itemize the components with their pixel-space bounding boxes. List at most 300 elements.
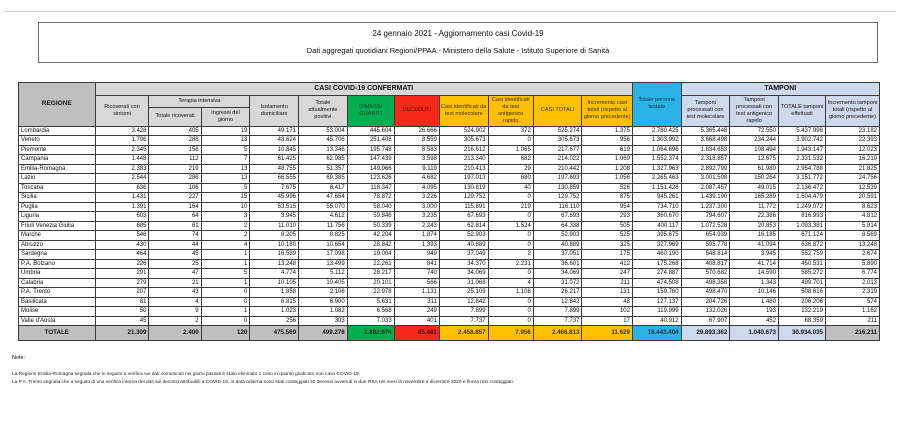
value-cell: 2 bbox=[201, 231, 250, 241]
region-name-cell: Emilia-Romagna bbox=[19, 164, 96, 174]
table-row bbox=[19, 288, 880, 298]
col-header-9: CASI TOTALI bbox=[533, 96, 582, 127]
value-cell: 525 bbox=[582, 231, 632, 241]
value-cell: 7.033 bbox=[347, 316, 394, 326]
value-cell: 49.015 bbox=[730, 183, 779, 193]
value-cell: 2.780.425 bbox=[632, 126, 681, 136]
value-cell: 7.899 bbox=[533, 307, 582, 317]
value-cell: 43.624 bbox=[250, 136, 299, 146]
value-cell: 49.171 bbox=[250, 126, 299, 136]
value-cell: 12.842 bbox=[533, 297, 582, 307]
page-top-rule bbox=[4, 11, 896, 12]
totale-value-cell: 29.893.362 bbox=[681, 326, 730, 341]
totale-value-cell: 11.629 bbox=[582, 326, 632, 341]
value-cell: 405 bbox=[149, 126, 201, 136]
value-cell: 34.069 bbox=[533, 269, 582, 279]
value-cell: 45.706 bbox=[299, 136, 348, 146]
value-cell: 7.899 bbox=[439, 307, 488, 317]
value-cell: 195.748 bbox=[347, 145, 394, 155]
value-cell: 12.539 bbox=[825, 183, 879, 193]
value-cell: 460.190 bbox=[632, 250, 681, 260]
table-row bbox=[19, 240, 880, 250]
value-cell: 1.604.479 bbox=[778, 193, 825, 203]
covid-data-table-wrapper bbox=[18, 82, 880, 341]
region-name-cell: Puglia bbox=[19, 202, 96, 212]
value-cell: 0 bbox=[488, 307, 533, 317]
value-cell: 216.612 bbox=[439, 145, 488, 155]
header-row-columns bbox=[19, 96, 880, 108]
value-cell: 127.137 bbox=[632, 297, 681, 307]
group-header-tamponi: TAMPONI bbox=[681, 83, 879, 96]
totale-value-cell: 2.458.857 bbox=[439, 326, 488, 341]
region-name-cell: Calabria bbox=[19, 278, 96, 288]
value-cell: 25 bbox=[149, 259, 201, 269]
value-cell: 293 bbox=[582, 212, 632, 222]
value-cell: 207 bbox=[95, 288, 149, 298]
value-cell: 2.013 bbox=[825, 278, 879, 288]
value-cell: 210.442 bbox=[533, 164, 582, 174]
region-name-cell: Umbria bbox=[19, 269, 96, 279]
region-name-cell: Toscana bbox=[19, 183, 96, 193]
notes-title: Note: bbox=[12, 355, 26, 362]
value-cell: 62.814 bbox=[439, 221, 488, 231]
totale-value-cell: 85.461 bbox=[394, 326, 439, 341]
value-cell: 50 bbox=[95, 307, 149, 317]
value-cell: 251.408 bbox=[347, 136, 394, 146]
value-cell: 37.051 bbox=[533, 250, 582, 260]
col-header-12: Tamponi processati con test antigenico rapido bbox=[730, 96, 779, 127]
value-cell: 311 bbox=[394, 297, 439, 307]
value-cell: 10.105 bbox=[250, 278, 299, 288]
table-row bbox=[19, 221, 880, 231]
value-cell: 150.264 bbox=[730, 174, 779, 184]
value-cell: 585.272 bbox=[778, 269, 825, 279]
value-cell: 59.846 bbox=[347, 212, 394, 222]
value-cell: 450.531 bbox=[778, 259, 825, 269]
value-cell: 3.668.498 bbox=[681, 136, 730, 146]
value-cell: 8.623 bbox=[825, 202, 879, 212]
value-cell: 286 bbox=[149, 136, 201, 146]
region-name-cell: Sardegna bbox=[19, 250, 96, 260]
value-cell: 548.814 bbox=[681, 250, 730, 260]
value-cell: 149.966 bbox=[347, 164, 394, 174]
value-cell: 1.343 bbox=[730, 278, 779, 288]
value-cell: 1.552.374 bbox=[632, 155, 681, 165]
value-cell: 0 bbox=[488, 297, 533, 307]
table-body bbox=[19, 126, 880, 341]
value-cell: 10.180 bbox=[250, 240, 299, 250]
value-cell: 3.000 bbox=[394, 202, 439, 212]
value-cell: 11.756 bbox=[299, 221, 348, 231]
value-cell: 69.385 bbox=[299, 174, 348, 184]
region-name-cell: Abruzzo bbox=[19, 240, 96, 250]
value-cell: 2.243 bbox=[394, 221, 439, 231]
value-cell: 68.359 bbox=[778, 316, 825, 326]
value-cell: 17.098 bbox=[299, 250, 348, 260]
value-cell: 112 bbox=[149, 155, 201, 165]
value-cell: 452 bbox=[730, 316, 779, 326]
value-cell: 119.999 bbox=[632, 307, 681, 317]
value-cell: 1.108 bbox=[488, 288, 533, 298]
col-header-8: Casi identificati da test antigenico rapido bbox=[488, 96, 533, 127]
value-cell: 2.265.463 bbox=[632, 174, 681, 184]
value-cell: 305.673 bbox=[533, 136, 582, 146]
col-header-ricoverati: Ricoverati con sintomi bbox=[95, 96, 149, 127]
value-cell: 4.612 bbox=[299, 212, 348, 222]
value-cell: 130.859 bbox=[533, 183, 582, 193]
value-cell: 5.814 bbox=[825, 221, 879, 231]
value-cell: 74 bbox=[149, 231, 201, 241]
value-cell: 5.631 bbox=[347, 297, 394, 307]
table-row bbox=[19, 183, 880, 193]
value-cell: 13 bbox=[201, 174, 250, 184]
value-cell: 10.146 bbox=[730, 288, 779, 298]
value-cell: 949 bbox=[394, 250, 439, 260]
totale-value-cell: 1.040.673 bbox=[730, 326, 779, 341]
value-cell: 48 bbox=[582, 297, 632, 307]
totale-value-cell: 1.882.074 bbox=[347, 326, 394, 341]
value-cell: 1.524 bbox=[488, 221, 533, 231]
value-cell: 7.737 bbox=[533, 316, 582, 326]
col-header-persone-testate: Totale persone testate bbox=[632, 83, 681, 127]
col-header-10: Incremento casi totali (rispetto al giorno precedente) bbox=[582, 96, 632, 127]
value-cell: 132.026 bbox=[681, 307, 730, 317]
value-cell: 740 bbox=[394, 269, 439, 279]
value-cell: 129.752 bbox=[439, 193, 488, 203]
value-cell: 303 bbox=[299, 316, 348, 326]
value-cell: 816.993 bbox=[778, 212, 825, 222]
table-row bbox=[19, 193, 880, 203]
value-cell: 2 bbox=[488, 250, 533, 260]
table-row bbox=[19, 174, 880, 184]
value-cell: 78.872 bbox=[347, 193, 394, 203]
value-cell: 67.907 bbox=[681, 316, 730, 326]
value-cell: 108.494 bbox=[730, 145, 779, 155]
value-cell: 1.151.428 bbox=[632, 183, 681, 193]
table-row bbox=[19, 164, 880, 174]
totale-value-cell: 475.569 bbox=[250, 326, 299, 341]
value-cell: 291 bbox=[95, 269, 149, 279]
value-cell: 13.248 bbox=[825, 240, 879, 250]
value-cell: 595.778 bbox=[681, 240, 730, 250]
value-cell: 4.774 bbox=[250, 269, 299, 279]
value-cell: 5 bbox=[201, 183, 250, 193]
value-cell: 0 bbox=[488, 269, 533, 279]
value-cell: 1 bbox=[201, 278, 250, 288]
value-cell: 8.559 bbox=[394, 136, 439, 146]
value-cell: 5 bbox=[201, 145, 250, 155]
value-cell: 211 bbox=[825, 316, 879, 326]
value-cell: 1.858 bbox=[250, 288, 299, 298]
value-cell: 619 bbox=[582, 145, 632, 155]
value-cell: 156 bbox=[149, 145, 201, 155]
value-cell: 654.939 bbox=[681, 231, 730, 241]
value-cell: 11.010 bbox=[250, 221, 299, 231]
value-cell: 5.365.448 bbox=[681, 126, 730, 136]
value-cell: 1.082 bbox=[299, 307, 348, 317]
value-cell: 279 bbox=[95, 278, 149, 288]
table-row-totale bbox=[19, 326, 880, 341]
value-cell: 19 bbox=[201, 126, 250, 136]
table-row bbox=[19, 136, 880, 146]
value-cell: 53.515 bbox=[250, 202, 299, 212]
value-cell: 8.417 bbox=[299, 183, 348, 193]
value-cell: 249 bbox=[394, 307, 439, 317]
value-cell: 10.654 bbox=[299, 240, 348, 250]
value-cell: 40.889 bbox=[533, 240, 582, 250]
value-cell: 67.693 bbox=[533, 212, 582, 222]
region-name-cell: Basilicata bbox=[19, 297, 96, 307]
value-cell: 408.817 bbox=[681, 259, 730, 269]
value-cell: 1.093.381 bbox=[778, 221, 825, 231]
value-cell: 10.405 bbox=[299, 278, 348, 288]
value-cell: 61 bbox=[149, 221, 201, 231]
value-cell: 29 bbox=[488, 164, 533, 174]
value-cell: 53.004 bbox=[299, 126, 348, 136]
region-name-cell: Campania bbox=[19, 155, 96, 165]
value-cell: 636 bbox=[95, 183, 149, 193]
col-header-4: Totale attualmente positivi bbox=[299, 96, 348, 127]
value-cell: 130.819 bbox=[439, 183, 488, 193]
value-cell: 2 bbox=[149, 316, 201, 326]
value-cell: 2.674 bbox=[825, 250, 879, 260]
value-cell: 227 bbox=[149, 193, 201, 203]
value-cell: 1.448 bbox=[95, 155, 149, 165]
value-cell: 1.303.992 bbox=[632, 136, 681, 146]
table-row bbox=[19, 126, 880, 136]
value-cell: 164 bbox=[149, 202, 201, 212]
value-cell: 165.289 bbox=[730, 193, 779, 203]
value-cell: 31.072 bbox=[533, 278, 582, 288]
value-cell: 45 bbox=[95, 316, 149, 326]
value-cell: 1.431 bbox=[95, 193, 149, 203]
value-cell: 47.654 bbox=[299, 193, 348, 203]
value-cell: 10 bbox=[201, 202, 250, 212]
value-cell: 40.889 bbox=[439, 240, 488, 250]
value-cell: 13 bbox=[201, 136, 250, 146]
col-header-6: DECEDUTI bbox=[394, 96, 439, 127]
value-cell: 526 bbox=[582, 183, 632, 193]
value-cell: 8.205 bbox=[250, 231, 299, 241]
value-cell: 6.568 bbox=[347, 307, 394, 317]
region-name-cell: Veneto bbox=[19, 136, 96, 146]
value-cell: 1 bbox=[201, 259, 250, 269]
value-cell: 636.872 bbox=[778, 240, 825, 250]
value-cell: 28.217 bbox=[347, 269, 394, 279]
value-cell: 401 bbox=[394, 316, 439, 326]
table-head bbox=[19, 83, 880, 127]
value-cell: 2.331.532 bbox=[778, 155, 825, 165]
value-cell: 2.108 bbox=[299, 288, 348, 298]
totale-value-cell: 120 bbox=[201, 326, 250, 341]
value-cell: 841 bbox=[394, 259, 439, 269]
value-cell: 2.954.788 bbox=[778, 164, 825, 174]
value-cell: 6.900 bbox=[299, 297, 348, 307]
value-cell: 52.903 bbox=[439, 231, 488, 241]
value-cell: 159.760 bbox=[632, 288, 681, 298]
value-cell: 61.989 bbox=[730, 164, 779, 174]
table-row bbox=[19, 278, 880, 288]
value-cell: 193 bbox=[730, 307, 779, 317]
value-cell: 603 bbox=[95, 212, 149, 222]
col-header-ingressi-giorno: Ingressi del giorno bbox=[201, 108, 250, 127]
value-cell: 5.437.998 bbox=[778, 126, 825, 136]
value-cell: 3.428 bbox=[95, 126, 149, 136]
region-name-cell: Marche bbox=[19, 231, 96, 241]
value-cell: 28.842 bbox=[347, 240, 394, 250]
value-cell: 3.001.508 bbox=[681, 174, 730, 184]
value-cell: 4 bbox=[201, 240, 250, 250]
value-cell: 24.756 bbox=[825, 174, 879, 184]
value-cell: 40.912 bbox=[632, 316, 681, 326]
value-cell: 685 bbox=[95, 221, 149, 231]
value-cell: 0 bbox=[488, 231, 533, 241]
covid-data-table bbox=[18, 82, 880, 341]
value-cell: 13.499 bbox=[299, 259, 348, 269]
value-cell: 2.544 bbox=[95, 174, 149, 184]
region-name-cell: P.A. Trento bbox=[19, 288, 96, 298]
value-cell: 116.110 bbox=[533, 202, 582, 212]
value-cell: 52.903 bbox=[533, 231, 582, 241]
value-cell: 20.101 bbox=[347, 278, 394, 288]
value-cell: 954 bbox=[582, 202, 632, 212]
value-cell: 0 bbox=[488, 212, 533, 222]
value-cell: 734.710 bbox=[632, 202, 681, 212]
value-cell: 499.701 bbox=[778, 278, 825, 288]
value-cell: 17 bbox=[582, 316, 632, 326]
value-cell: 6.815 bbox=[250, 297, 299, 307]
value-cell: 67.693 bbox=[439, 212, 488, 222]
table-row bbox=[19, 297, 880, 307]
report-subtitle: Dati aggregati quotidiani Regioni/PPAA - Ministero della Salute - Istituto Superiore di Sanità bbox=[306, 46, 610, 55]
totale-value-cell: 30.934.035 bbox=[778, 326, 825, 341]
value-cell: 552.759 bbox=[778, 250, 825, 260]
table-row bbox=[19, 155, 880, 165]
value-cell: 21.825 bbox=[825, 164, 879, 174]
value-cell: 43 bbox=[149, 288, 201, 298]
value-cell: 219 bbox=[149, 164, 201, 174]
value-cell: 8.583 bbox=[394, 145, 439, 155]
value-cell: 1.874 bbox=[394, 231, 439, 241]
value-cell: 2.383 bbox=[95, 164, 149, 174]
value-cell: 16.185 bbox=[730, 231, 779, 241]
value-cell: 8.569 bbox=[825, 231, 879, 241]
region-name-cell: Valle d'Aosta bbox=[19, 316, 96, 326]
value-cell: 445.604 bbox=[347, 126, 394, 136]
value-cell: 118.347 bbox=[347, 183, 394, 193]
value-cell: 3.902.742 bbox=[778, 136, 825, 146]
value-cell: 66.555 bbox=[250, 174, 299, 184]
value-cell: 40 bbox=[488, 183, 533, 193]
value-cell: 247 bbox=[582, 269, 632, 279]
region-name-cell: Friuli Venezia Giulia bbox=[19, 221, 96, 231]
region-name-cell: Piemonte bbox=[19, 145, 96, 155]
value-cell: 1.480 bbox=[730, 297, 779, 307]
value-cell: 16.589 bbox=[250, 250, 299, 260]
value-cell: 1.162 bbox=[825, 307, 879, 317]
value-cell: 34.069 bbox=[439, 269, 488, 279]
value-cell: 22.261 bbox=[347, 259, 394, 269]
value-cell: 5.890 bbox=[825, 259, 879, 269]
value-cell: 19.004 bbox=[347, 250, 394, 260]
value-cell: 1.393 bbox=[394, 240, 439, 250]
table-row bbox=[19, 231, 880, 241]
value-cell: 50.339 bbox=[347, 221, 394, 231]
value-cell: 1.065 bbox=[488, 145, 533, 155]
value-cell: 4.095 bbox=[394, 183, 439, 193]
value-cell: 3.598 bbox=[394, 155, 439, 165]
value-cell: 23.182 bbox=[825, 126, 879, 136]
region-name-cell: Sicilia bbox=[19, 193, 96, 203]
value-cell: 64.338 bbox=[533, 221, 582, 231]
value-cell: 7.675 bbox=[250, 183, 299, 193]
region-name-cell: Liguria bbox=[19, 212, 96, 222]
value-cell: 51.357 bbox=[299, 164, 348, 174]
table-row bbox=[19, 316, 880, 326]
value-cell: 2.087.457 bbox=[681, 183, 730, 193]
value-cell: 72.550 bbox=[730, 126, 779, 136]
value-cell: 210.413 bbox=[439, 164, 488, 174]
table-row bbox=[19, 145, 880, 155]
value-cell: 1.056 bbox=[582, 174, 632, 184]
region-name-cell: P.A. Bolzano bbox=[19, 259, 96, 269]
value-cell: 58.040 bbox=[347, 202, 394, 212]
value-cell: 0 bbox=[201, 316, 250, 326]
value-cell: 131 bbox=[582, 288, 632, 298]
value-cell: 175.268 bbox=[632, 259, 681, 269]
value-cell: 217.677 bbox=[533, 145, 582, 155]
value-cell: 1.439.190 bbox=[681, 193, 730, 203]
value-cell: 570.682 bbox=[681, 269, 730, 279]
value-cell: 129.752 bbox=[533, 193, 582, 203]
value-cell: 274.887 bbox=[632, 269, 681, 279]
value-cell: 5.112 bbox=[299, 269, 348, 279]
value-cell: 1 bbox=[201, 307, 250, 317]
value-cell: 286 bbox=[149, 174, 201, 184]
value-cell: 197.693 bbox=[533, 174, 582, 184]
value-cell: 525.274 bbox=[533, 126, 582, 136]
value-cell: 945.261 bbox=[632, 193, 681, 203]
value-cell: 1.375 bbox=[582, 126, 632, 136]
value-cell: 1 bbox=[201, 250, 250, 260]
value-cell: 3 bbox=[201, 212, 250, 222]
value-cell: 474.508 bbox=[632, 278, 681, 288]
value-cell: 4 bbox=[488, 278, 533, 288]
value-cell: 34.370 bbox=[439, 259, 488, 269]
value-cell: 115.891 bbox=[439, 202, 488, 212]
value-cell: 505 bbox=[582, 221, 632, 231]
value-cell: 45 bbox=[149, 250, 201, 260]
value-cell: 31.068 bbox=[439, 278, 488, 288]
value-cell: 42.204 bbox=[347, 231, 394, 241]
value-cell: 16.219 bbox=[825, 155, 879, 165]
col-header-11: Tamponi processati con test molecolare bbox=[681, 96, 730, 127]
value-cell: 13 bbox=[201, 164, 250, 174]
value-cell: 574 bbox=[825, 297, 879, 307]
value-cell: 875 bbox=[582, 193, 632, 203]
value-cell: 508.616 bbox=[778, 288, 825, 298]
value-cell: 305.673 bbox=[439, 136, 488, 146]
value-cell: 412 bbox=[582, 259, 632, 269]
value-cell: 3.226 bbox=[394, 193, 439, 203]
value-cell: 123.626 bbox=[347, 174, 394, 184]
value-cell: 4.682 bbox=[394, 174, 439, 184]
value-cell: 671.124 bbox=[778, 231, 825, 241]
group-header-casi-confermati: CASI COVID-19 CONFERMATI bbox=[95, 83, 632, 96]
value-cell: 546 bbox=[95, 231, 149, 241]
value-cell: 62.985 bbox=[299, 155, 348, 165]
value-cell: 214.022 bbox=[533, 155, 582, 165]
